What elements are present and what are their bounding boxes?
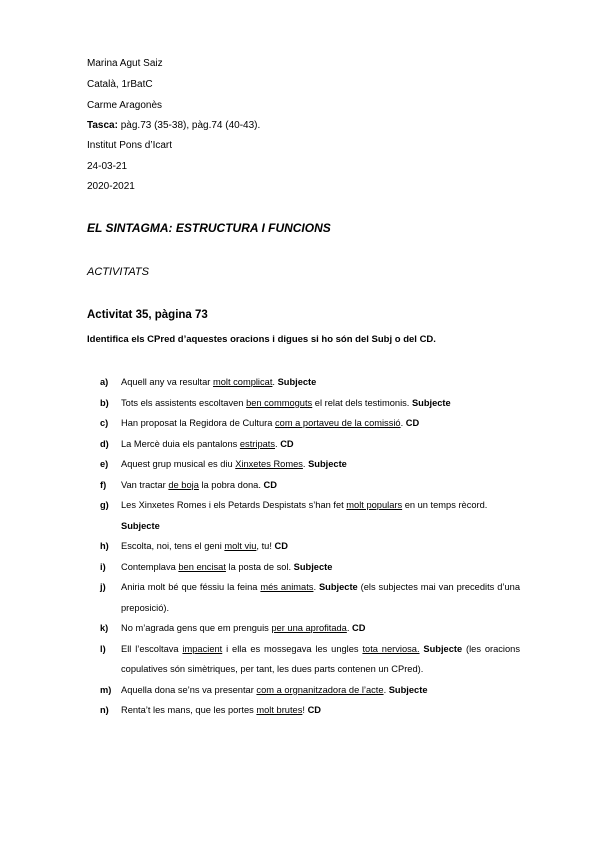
teacher-line: Carme Aragonès xyxy=(87,100,163,111)
answer: CD xyxy=(352,623,366,633)
list-item: j) Aniria molt bé que féssiu la feina més animats. Subjecte (els subjectes mai van precedits d’una preposició). xyxy=(100,577,520,618)
answer: Subjecte xyxy=(411,397,451,408)
date-line: 24-03-21 xyxy=(87,161,128,172)
document-title: EL SINTAGMA: ESTRUCTURA I FUNCIONS xyxy=(87,221,331,235)
item-marker: b) xyxy=(100,397,109,408)
underlined-phrase: impacient xyxy=(182,643,223,654)
answer: Subjecte xyxy=(277,377,317,387)
item-note: (els subjectes mai van precedits d’una preposició). xyxy=(121,582,521,613)
list-item: l) Ell l’escoltava impacient i ella es mossegava les ungles tota nerviosa. Subjecte (les oracions copulatives són simètriques, per tant, les dues parts contenen un CPred). xyxy=(100,639,520,680)
underlined-phrase: com a portaveu de la comissió xyxy=(275,418,401,428)
item-marker: c) xyxy=(100,418,109,428)
answer: Subjecte xyxy=(318,582,358,592)
answer: Subjecte xyxy=(293,561,333,572)
item-marker: g) xyxy=(100,500,109,510)
item-marker: n) xyxy=(100,705,109,715)
underlined-phrase: de boja xyxy=(168,479,199,490)
answer: CD xyxy=(405,418,420,428)
underlined-phrase: molt viu xyxy=(224,541,257,551)
activity-instruction: Identifica els CPred d’aquestes oracions i digues si ho són del Subj o del CD. xyxy=(87,334,436,345)
list-item: m) Aquella dona se’ns va presentar com a orgnanitzadora de l’acte. Subjecte xyxy=(100,680,520,701)
item-marker: m) xyxy=(100,684,112,695)
author-name: Marina Agut Saiz xyxy=(87,58,163,69)
year-line: 2020-2021 xyxy=(87,181,135,192)
underlined-phrase: ben encisat xyxy=(178,561,226,572)
list-item: b) Tots els assistents escoltaven ben commoguts el relat dels testimonis. Subjecte xyxy=(100,393,520,414)
list-item: e) Aquest grup musical es diu Xinxetes Romes. Subjecte xyxy=(100,454,520,475)
underlined-phrase: ben commoguts xyxy=(246,397,313,408)
item-marker: l) xyxy=(100,643,106,654)
underlined-phrase: Xinxetes Romes xyxy=(235,459,303,469)
answer: CD xyxy=(274,541,288,551)
list-item: i) Contemplava ben encisat la posta de sol. Subjecte xyxy=(100,557,520,578)
task-value: pàg.73 (35-38), pàg.74 (40-43). xyxy=(117,120,261,131)
underlined-phrase: molt brutes xyxy=(256,705,303,715)
answer: CD xyxy=(280,438,294,449)
list-item: c) Han proposat la Regidora de Cultura com a portaveu de la comissió. CD xyxy=(100,413,520,434)
underlined-phrase: estripats xyxy=(239,438,276,449)
item-marker: f) xyxy=(100,479,107,490)
answer: Subjecte xyxy=(308,459,347,469)
list-item: f) Van tractar de boja la pobra dona. CD xyxy=(100,475,520,496)
section-subtitle: ACTIVITATS xyxy=(87,266,149,278)
answer: CD xyxy=(307,705,321,715)
item-marker: e) xyxy=(100,459,109,469)
item-marker: k) xyxy=(100,623,109,633)
underlined-phrase: com a orgnanitzadora de l’acte xyxy=(256,684,384,695)
answer: Subjecte xyxy=(121,520,160,531)
item-marker: a) xyxy=(100,377,109,387)
school-line: Institut Pons d’Icart xyxy=(87,140,173,151)
task-line xyxy=(87,120,260,132)
answer: CD xyxy=(263,479,277,490)
task-label: Tasca: xyxy=(87,120,118,131)
item-note: (les oracions copulatives són simètriques, per tant, les dues parts contenen un CPred). xyxy=(121,643,520,674)
item-marker: d) xyxy=(100,438,109,449)
item-marker: i) xyxy=(100,561,106,572)
course-line: Català, 1rBatC xyxy=(87,79,153,90)
answer: Subjecte xyxy=(388,684,428,695)
underlined-phrase: més animats xyxy=(260,582,314,592)
list-item: k) No m’agrada gens que em prenguis per una aprofitada. CD xyxy=(100,618,520,639)
list-item: d) La Mercè duia els pantalons estripats. CD xyxy=(100,434,520,455)
underlined-phrase: molt populars xyxy=(346,500,403,510)
underlined-phrase: molt complicat xyxy=(212,377,273,387)
underlined-phrase: per una aprofitada xyxy=(271,623,347,633)
list-item: h) Escolta, noi, tens el geni molt viu, tu! CD xyxy=(100,536,520,557)
activity-title: Activitat 35, pàgina 73 xyxy=(87,309,208,321)
exercise-list xyxy=(100,372,520,721)
answer: Subjecte xyxy=(423,643,463,654)
list-item: a) Aquell any va resultar molt complicat. Subjecte xyxy=(100,372,520,393)
list-item: n) Renta’t les mans, que les portes molt brutes! CD xyxy=(100,700,520,721)
underlined-phrase: tota nerviosa. xyxy=(362,643,420,654)
item-marker: h) xyxy=(100,541,109,551)
list-item: g) Les Xinxetes Romes i els Petards Despistats s’han fet molt populars en un temps rècord. Subjecte xyxy=(100,495,520,536)
item-marker: j) xyxy=(100,582,106,592)
